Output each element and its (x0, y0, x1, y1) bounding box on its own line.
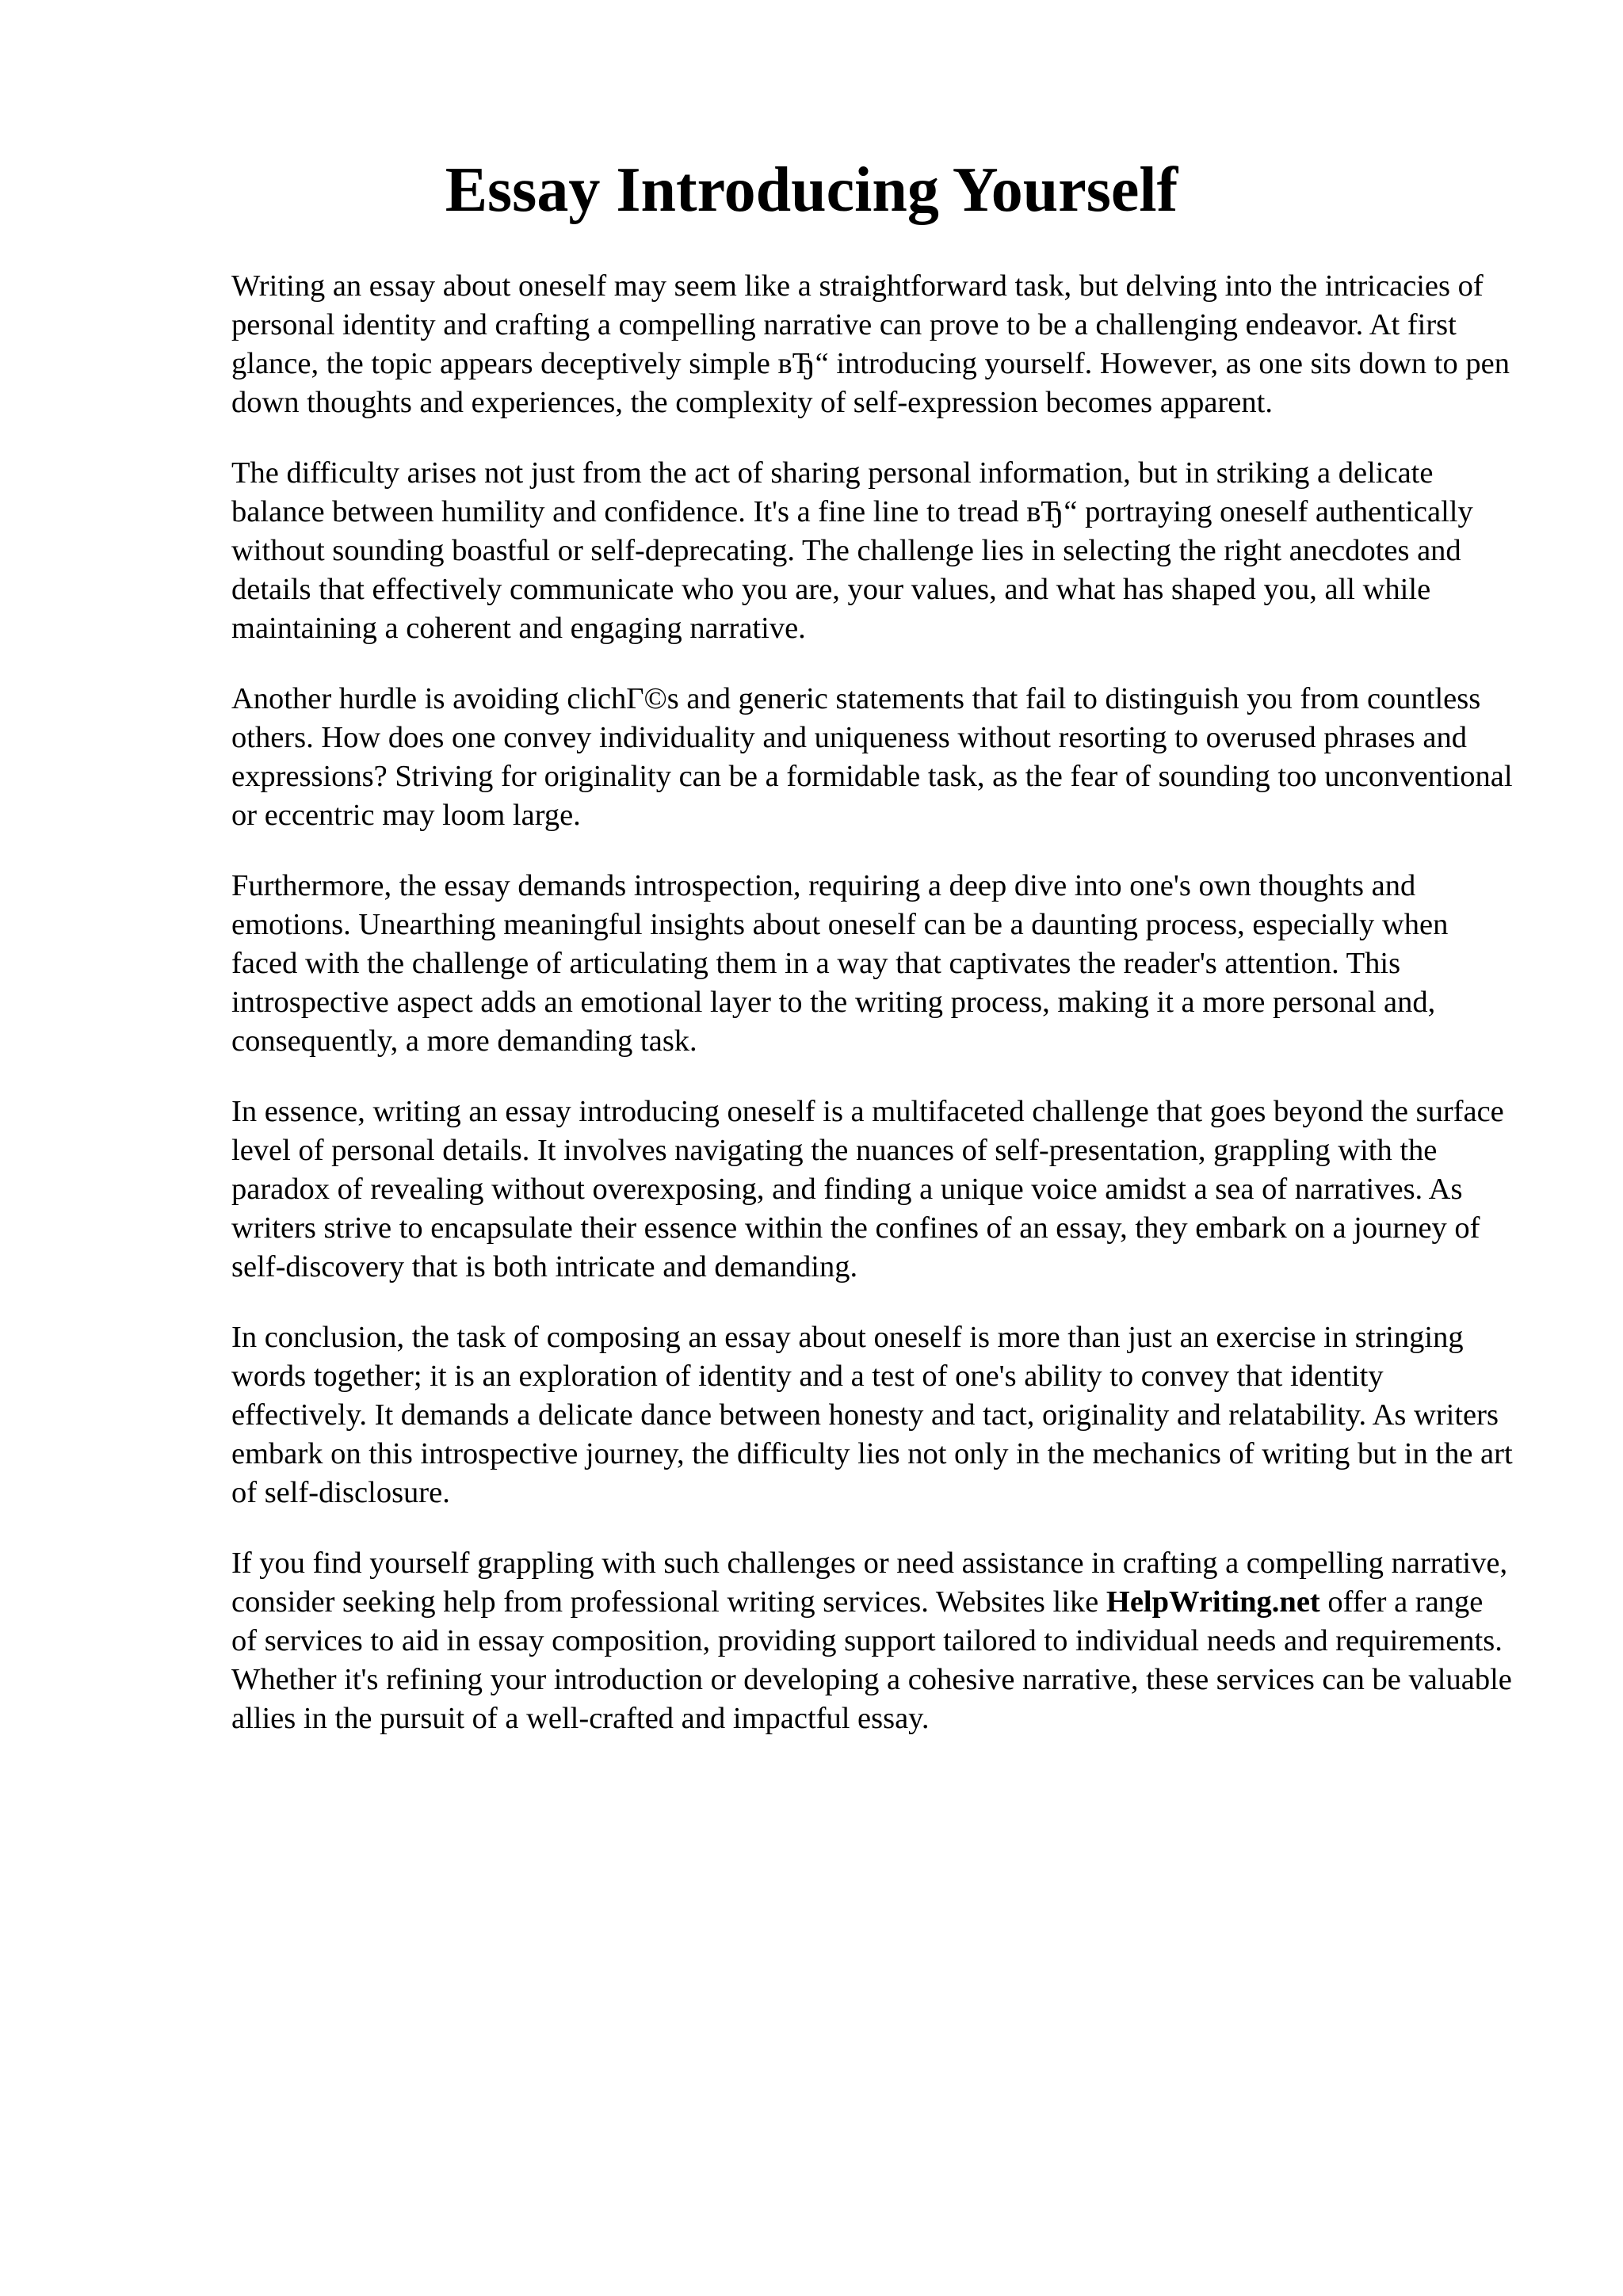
paragraph-6: In conclusion, the task of composing an essay about oneself is more than just an exercise in stringing words together; it is an exploration of identity and a test of one's ability to convey that identity effectively. It demands a delicate dance between honesty and tact, originality and relatability. As writers embark on this introspective journey, the difficulty lies not only in the mechanics of writing but in the art of self-disclosure. (231, 1321, 1513, 1509)
paragraph-5: In essence, writing an essay introducing oneself is a multifaceted challenge that goes beyond the surface level of personal details. It involves navigating the nuances of self-presentation, grappling with the paradox of revealing without overexposing, and finding a unique voice amidst a sea of narratives. As writers strive to encapsulate their essence within the confines of an essay, they embark on a journey of self-discovery that is both intricate and demanding. (231, 1095, 1504, 1283)
paragraph-4: Furthermore, the essay demands introspection, requiring a deep dive into one's own thoughts and emotions. Unearthing meaningful insights about oneself can be a daunting process, especially when faced with the challenge of articulating them in a way that captivates the reader's attention. This introspective aspect adds an emotional layer to the writing process, making it a more personal and, consequently, a more demanding task. (231, 869, 1449, 1058)
paragraph-3: Another hurdle is avoiding clichГ©s and generic statements that fail to distinguish you from countless others. How does one convey individuality and uniqueness without resorting to overused phrases and expressions? Striving for originality can be a formidable task, as the fear of sounding too unconventional or eccentric may loom large. (231, 682, 1513, 832)
paragraph-2: The difficulty arises not just from the act of sharing personal information, but in striking a delicate balance between humility and confidence. It's a fine line to tread вЂ“ portraying oneself authentically without sounding boastful or self-deprecating. The challenge lies in selecting the right anecdotes and details that effectively communicate who you are, your values, and what has shaped you, all while maintaining a coherent and engaging narrative. (231, 456, 1473, 645)
paragraph-7-text-after-link: offer a range of services to aid in essay composition, providing support tailored to individual needs and requirements. Whether it's refining your introduction or developing a cohesive narrative, these services can be valuable allies in the pursuit of a well-crafted and impactful essay. (231, 1585, 1512, 1735)
document-body (231, 267, 1515, 1770)
paragraph-7 (231, 1544, 1515, 1738)
paragraph-7-text-before-link: If you find yourself grappling with such challenges or need assistance in crafting a compelling narrative, consider seeking help from professional writing services. Websites like (231, 1547, 1508, 1619)
helpwriting-link[interactable]: HelpWriting.net (1106, 1585, 1320, 1619)
paragraph-1: Writing an essay about oneself may seem like a straightforward task, but delving into the intricacies of personal identity and crafting a compelling narrative can prove to be a challenging endeavor. At first glance, the topic appears deceptively simple вЂ“ introducing yourself. However, as one sits down to pen down thoughts and experiences, the complexity of self-expression becomes apparent. (231, 269, 1510, 419)
document-title: Essay Introducing Yourself (445, 155, 1178, 225)
